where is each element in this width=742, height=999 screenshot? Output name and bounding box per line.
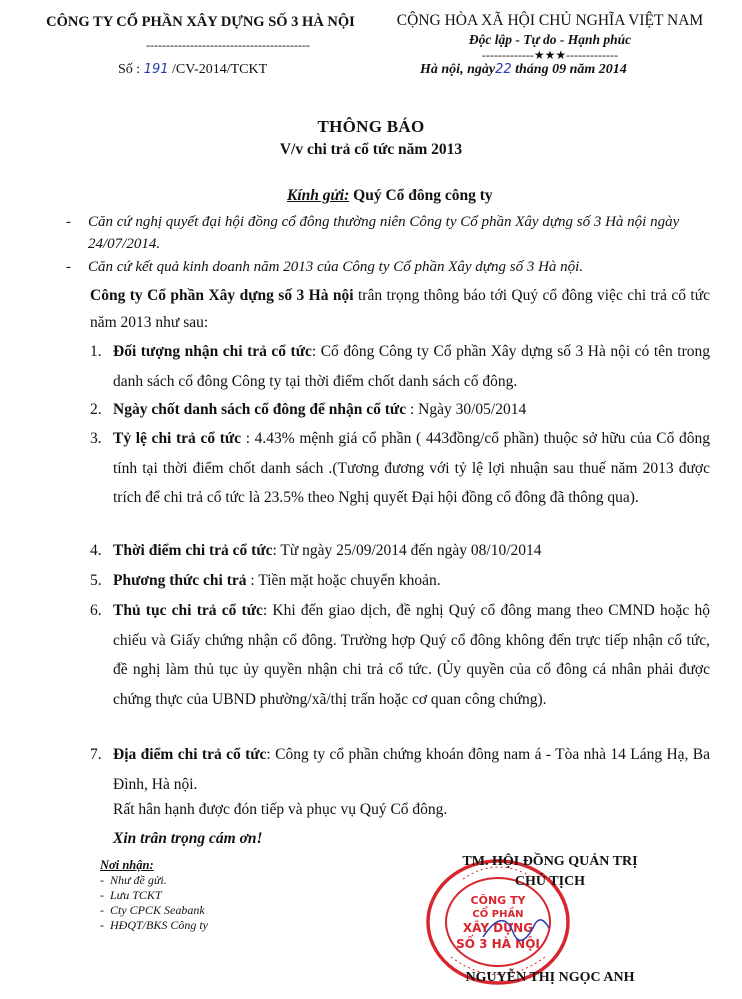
item-number: 4. [90,542,102,559]
item-number: 6. [90,602,102,619]
document-number [118,62,267,78]
recipient-item: - Lưu TCKT [100,888,162,902]
item-number: 2. [90,401,102,418]
item-text: : Từ ngày 25/09/2014 đến ngày 08/10/2014 [272,542,542,559]
item-text: : Cổ đông Công ty Cổ phần Xây dựng số 3 Hà nội có tên trong danh sách cổ đông Công ty tại thời điểm chốt danh sách cổ đông. [113,343,710,390]
item-label: Thời điểm chi trả cổ tức [113,542,273,559]
greeting-recipient: Quý Cổ đông công ty [353,187,493,204]
basis-text: Căn cứ kết quả kinh doanh năm 2013 của Công ty Cổ phần Xây dựng số 3 Hà nội. [88,259,584,275]
greeting-label: Kính gửi: [287,187,350,204]
recipient-text: Như đề gửi. [110,873,167,887]
intro-text: trân trọng thông báo tới Quý cổ đông việc chi trả cổ tức năm 2013 như sau: [90,287,711,331]
document-date [420,62,627,78]
greeting [287,187,493,205]
item-label: Đối tượng nhận chi trả cổ tức [113,343,312,360]
nation-name: CỘNG HÒA XÃ HỘI CHỦ NGHĨA VIỆT NAM [396,12,704,29]
handwritten-day: 22 [495,62,512,77]
list-item [90,424,710,513]
item-label: Địa điểm chi trả cổ tức [113,746,267,763]
signature-role: CHỦ TỊCH [514,874,586,889]
item-text: : Công ty cổ phần chứng khoán đông nam á - Tòa nhà 14 Láng Hạ, Ba Đình, Hà nội. [113,746,710,793]
item-number: 1. [90,343,102,360]
list-item [90,395,710,425]
thanks-line: Xin trân trọng cám ơn! [113,830,263,847]
recipient-item: - HĐQT/BKS Công ty [100,918,209,932]
list-item [90,596,710,714]
list-item [90,740,710,799]
company-name: CÔNG TY CỔ PHẦN XÂY DỰNG SỐ 3 HÀ NỘI [46,14,355,30]
basis-text: Căn cứ nghị quyết đại hội đồng cổ đông thường niên Công ty Cổ phần Xây dựng số 3 Hà nội ngày 24/07/2014. [88,214,680,252]
item-label: Phương thức chi trả [113,572,247,589]
left-separator [118,36,338,54]
item-label: Thủ tục chi trả cổ tức [113,602,263,619]
svg-text:CÔNG TY: CÔNG TY [470,894,526,907]
item-text: : Ngày 30/05/2014 [406,401,527,418]
svg-text:SỐ 3 HÀ NỘI: SỐ 3 HÀ NỘI [456,937,540,951]
list-item [90,566,710,596]
recipient-text: Lưu TCKT [110,888,162,902]
item-number: 3. [90,430,102,447]
recipients-block [100,858,208,933]
date-prefix: Hà nội, ngày [420,62,496,77]
left-separator-text: ----------------------------------------- [146,38,310,52]
recipient-text: Cty CPCK Seabank [110,903,205,917]
national-motto: Độc lập - Tự do - Hạnh phúc [468,32,632,47]
list-item [90,536,710,566]
recipient-text: HĐQT/BKS Công ty [110,918,209,932]
basis-item: - Căn cứ nghị quyết đại hội đồng cổ đông thường niên Công ty Cổ phần Xây dựng số 3 Hà nội ngày 24/07/2014. [66,211,706,255]
item-label: Ngày chốt danh sách cổ đông để nhận cổ tức [113,401,407,418]
item-number: 7. [90,746,102,763]
right-separator: -------------★★★------------- [481,48,619,62]
item-label: Tỷ lệ chi trả cổ tức [113,430,242,447]
closing-line: Rất hân hạnh được đón tiếp và phục vụ Quý Cổ đông. [113,801,448,818]
signer-name: NGUYỄN THỊ NGỌC ANH [465,970,635,985]
basis-item: - Căn cứ kết quả kinh doanh năm 2013 của Công ty Cổ phần Xây dựng số 3 Hà nội. [66,256,706,278]
number-prefix: Số : [118,62,141,77]
recipients-heading: Nơi nhận: [100,858,154,872]
recipient-item: - Cty CPCK Seabank [100,903,205,917]
recipient-item: - Như đề gửi. [100,873,167,887]
list-item [90,337,710,396]
handwritten-number: 191 [143,62,169,77]
date-suffix: tháng 09 năm 2014 [515,62,627,77]
item-text: : Khi đến giao dịch, đề nghị Quý cổ đông mang theo CMND hoặc hộ chiếu và Giấy chứng nhận cổ đông. Trường hợp Quý cổ đông không đến trực tiếp nhận cổ tức, đề nghị làm thủ tục ủy quyền nhận chi trả cổ tức. (Ủy quyền của cổ đông cá nhân phải được chứng thực của UBND phường/xã/thị trấn hoặc cơ quan công chứng). [113,602,710,708]
document-title: THÔNG BÁO [317,117,425,136]
item-number: 5. [90,572,102,589]
svg-text:CỔ PHẦN: CỔ PHẦN [472,909,524,920]
svg-text:XÂY DỰNG: XÂY DỰNG [462,921,534,935]
intro-paragraph [90,282,710,336]
signature-title: TM. HỘI ĐỒNG QUẢN TRỊ [462,854,638,869]
document-subtitle: V/v chi trả cổ tức năm 2013 [279,141,463,158]
nation-header [380,12,720,63]
item-text: : Tiền mặt hoặc chuyển khoản. [246,572,441,589]
number-suffix: /CV-2014/TCKT [172,62,268,77]
intro-company: Công ty Cổ phần Xây dựng số 3 Hà nội [90,287,354,304]
item-text: : 4.43% mệnh giá cổ phần ( 443đồng/cổ phần) thuộc sở hữu của Cổ đông tính tại thời điểm chốt danh sách .(Tương đương với tỷ lệ lợi nhuận sau thuế năm 2013 được trích để chi trả cổ tức là 23.5% theo Nghị quyết Đại hội đồng cổ đông đã thông qua). [113,430,710,506]
